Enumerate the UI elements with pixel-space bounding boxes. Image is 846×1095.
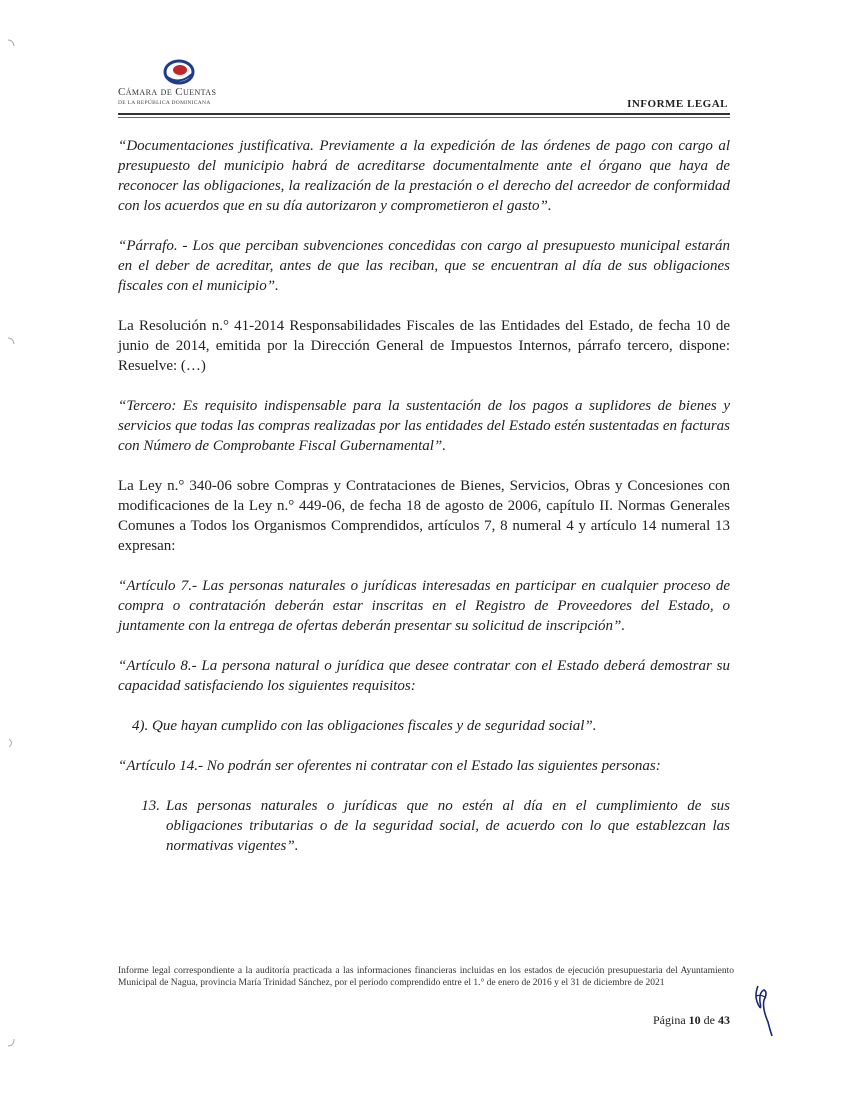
paragraph-tercero: “Tercero: Es requisito indispensable para la sustentación de los pagos a suplidores de bienes y servicios que todas las compras realizadas por las entidades del Estado estén sustentadas en facturas con Número de Comprobante Fiscal Gubernamental”.	[118, 398, 730, 454]
page-total: 43	[718, 1013, 730, 1027]
page-label: Página	[653, 1013, 686, 1027]
signature-initials	[750, 982, 778, 1038]
org-name: Cámara de Cuentas	[118, 86, 217, 98]
scan-mark-icon	[6, 336, 16, 346]
paragraph-documentaciones: “Documentaciones justificativa. Previamente a la expedición de las órdenes de pago con cargo al presupuesto del municipio habrá de acreditarse documentalmente ante el órgano que haya de reconocer las obligaciones, la realización de la prestación o el derecho del acreedor de conformidad con los acuerdos que en su día autorizaron y comprometieron el gasto”.	[118, 138, 730, 214]
paragraph-articulo-7: “Artículo 7.- Las personas naturales o jurídicas interesadas en participar en cualquier proceso de compra o contratación deberán estar inscritas en el Registro de Proveedores del Estado, o juntamente con la entrega de ofertas deberán presentar su solicitud de inscripción”.	[118, 578, 730, 634]
scan-mark-icon	[6, 38, 16, 48]
page-number	[653, 1013, 730, 1028]
section-title: INFORME LEGAL	[627, 98, 728, 110]
item-number: 13.	[141, 798, 160, 814]
body-content	[118, 136, 730, 874]
numbered-item-13	[118, 796, 730, 856]
header-rule-thin	[118, 117, 730, 118]
paragraph-articulo-8: “Artículo 8.- La persona natural o jurídica que desee contratar con el Estado deberá demostrar su capacidad satisfaciendo los siguientes requisitos:	[118, 658, 730, 694]
footer-note: Informe legal correspondiente a la auditoría practicada a las informaciones financieras incluidas en los estados de ejecución presupuestaria del Ayuntamiento Municipal de Nagua, provincia María Trinidad Sánchez, por el período comprendido entre el 1.° de enero de 2016 y el 31 de diciembre de 2021	[118, 966, 734, 988]
paragraph-resolucion: La Resolución n.° 41-2014 Responsabilidades Fiscales de las Entidades del Estado, de fecha 10 de junio de 2014, emitida por la Dirección General de Impuestos Internos, párrafo tercero, dispone: Resuelve: (…)	[118, 318, 730, 374]
org-subtitle: DE LA REPÚBLICA DOMINICANA	[118, 100, 211, 106]
header-rule	[118, 113, 730, 115]
item-text: Las personas naturales o jurídicas que no estén al día en el cumplimiento de sus obligaciones tributarias o de la seguridad social, de acuerdo con lo que establezcan las normativas vigentes”.	[166, 798, 730, 854]
paragraph-articulo-14: “Artículo 14.- No podrán ser oferentes ni contratar con el Estado las siguientes personas:	[118, 758, 661, 774]
page-of: de	[703, 1013, 715, 1027]
scan-mark-icon	[6, 1038, 16, 1048]
logo-emblem-icon	[162, 56, 196, 86]
page-current: 10	[688, 1013, 701, 1027]
paragraph-ley-340: La Ley n.° 340-06 sobre Compras y Contrataciones de Bienes, Servicios, Obras y Concesiones con modificaciones de la Ley n.° 449-06, de fecha 18 de agosto de 2006, capítulo II. Normas Generales Comunes a Todos los Organismos Comprendidos, artículos 7, 8 numeral 4 y artículo 14 numeral 13 expresan:	[118, 478, 730, 554]
paragraph-item-4: 4). Que hayan cumplido con las obligaciones fiscales y de seguridad social”.	[132, 718, 597, 734]
scan-mark-icon	[6, 738, 16, 748]
paragraph-parrafo: “Párrafo. - Los que perciban subvenciones concedidas con cargo al presupuesto municipal estarán en el deber de acreditar, antes de que las reciban, que se encuentran al día de sus obligaciones fiscales con el municipio”.	[118, 238, 730, 294]
